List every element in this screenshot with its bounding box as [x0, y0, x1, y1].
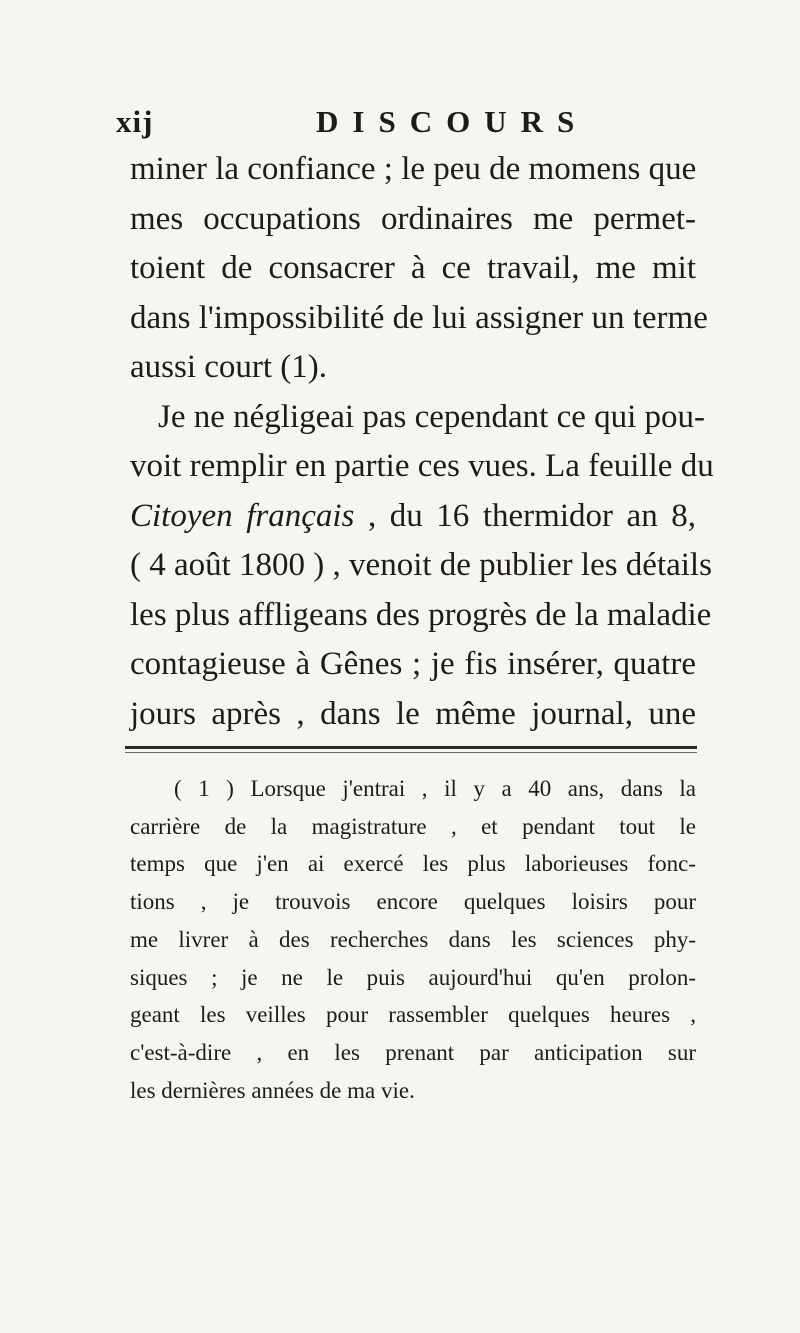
- text-line: ( 4 août 1800 ) , venoit de publier les détails: [130, 547, 712, 583]
- footnote-line: tions , je trouvois encore quelques loisirs pour: [130, 889, 696, 915]
- footnote-line: ( 1 ) Lorsque j'entrai , il y a 40 ans, dans la: [174, 776, 696, 801]
- paragraph-start-line: Je ne négligeai pas cependant ce qui pou-: [158, 398, 706, 435]
- footnote-divider-thin: [125, 752, 697, 753]
- footnote-line: temps que j'en ai exercé les plus laborieuses fonc-: [130, 851, 696, 877]
- running-title: DISCOURS: [316, 104, 589, 139]
- main-text: [130, 145, 714, 739]
- footnote-line: c'est-à-dire , en les prenant par anticipation sur: [130, 1039, 696, 1065]
- text-line: les plus affligeans des progrès de la maladie: [130, 596, 712, 633]
- journal-date: , du 16 thermidor an 8,: [367, 497, 697, 534]
- page-number: xij: [116, 104, 154, 139]
- text-line-with-title: [130, 492, 696, 542]
- text-line: dans l'impossibilité de lui assigner un terme: [130, 299, 708, 336]
- text-line: toient de consacrer à ce travail, me mit: [130, 250, 696, 286]
- footnote-divider: [125, 746, 697, 749]
- text-line: voit remplir en partie ces vues. La feuille du: [130, 448, 714, 484]
- text-line: jours après , dans le même journal, une: [130, 695, 696, 732]
- footnote-line: carrière de la magistrature , et pendant tout le: [130, 813, 696, 839]
- text-line: mes occupations ordinaires me permet-: [130, 200, 696, 237]
- journal-title: Citoyen français: [130, 497, 355, 534]
- footnote-line: geant les veilles pour rassembler quelques heures ,: [130, 1002, 696, 1028]
- footnote-line: me livrer à des recherches dans les sciences phy-: [130, 926, 696, 952]
- text-line: contagieuse à Gênes ; je fis insérer, quatre: [130, 646, 696, 682]
- text-line: miner la confiance ; le peu de momens que: [130, 151, 697, 187]
- running-head: [116, 104, 696, 144]
- text-line: aussi court (1).: [130, 349, 328, 385]
- footnote: [130, 770, 696, 1109]
- footnote-line: les dernières années de ma vie.: [130, 1077, 415, 1103]
- footnote-line: siques ; je ne le puis aujourd'hui qu'en prolon-: [130, 964, 696, 990]
